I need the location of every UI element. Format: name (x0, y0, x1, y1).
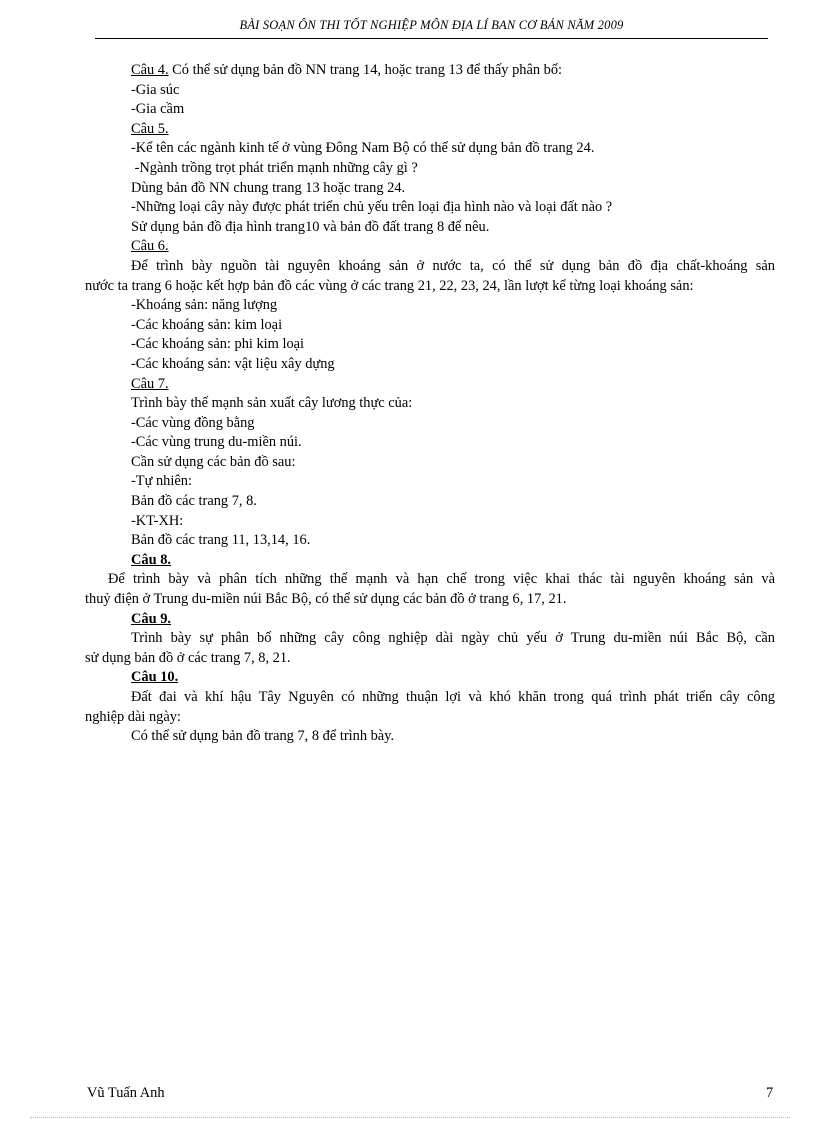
list-item: -Các khoáng sản: phi kim loại (131, 336, 305, 353)
question-7-heading: Câu 7. (131, 375, 169, 392)
question-4-heading: Câu 4. (131, 62, 169, 78)
footer-author: Vũ Tuấn Anh (87, 1085, 165, 1101)
question-10-paragraph-line: Đất đai và khí hậu Tây Nguyên có những thuận lợi và khó khăn trong quá trình phát triển cây công (131, 689, 775, 705)
question-9-heading: Câu 9. (131, 610, 171, 627)
footer-divider (30, 1117, 790, 1118)
list-item: -Các khoáng sản: kim loại (131, 316, 283, 333)
question-9-paragraph-line: sử dụng bản đồ ở các trang 7, 8, 21. (85, 649, 291, 666)
question-6-paragraph-line: nước ta trang 6 hoặc kết hợp bản đồ các vùng ở các trang 21, 22, 23, 24, lần lượt kể từng loại khoáng sản: (85, 277, 694, 294)
question-9-paragraph-line: Trình bày sự phân bố những cây công nghiệp dài ngày chủ yếu ở Trung du-miền núi Bắc Bộ, cần (131, 630, 775, 647)
question-7-line: -Các vùng trung du-miền núi. (131, 434, 302, 451)
document-body (85, 61, 775, 747)
question-5-line: Dùng bản đồ NN chung trang 13 hoặc trang 24. (131, 179, 406, 196)
question-6-heading: Câu 6. (131, 238, 169, 255)
question-7-line: Bản đồ các trang 11, 13,14, 16. (131, 532, 311, 549)
question-5-line: -Những loại cây này được phát triển chủ yếu trên loại địa hình nào và loại đất nào ? (131, 199, 613, 216)
list-item: -Khoáng sản: năng lượng (131, 297, 278, 314)
question-5-heading: Câu 5. (131, 120, 169, 137)
question-6-paragraph-line: Để trình bày nguồn tài nguyên khoáng sản ở nước ta, có thể sử dụng bản đồ địa chất-khoáng sản (131, 257, 775, 274)
question-7-line: -Các vùng đồng bằng (131, 414, 255, 431)
list-item: -Gia cầm (131, 101, 185, 118)
question-7-line: -KT-XH: (131, 512, 184, 529)
page-number: 7 (766, 1085, 774, 1101)
list-item: -Gia súc (131, 81, 180, 98)
question-8-heading: Câu 8. (131, 551, 171, 568)
list-item: -Các khoáng sản: vật liệu xây dựng (131, 355, 335, 372)
question-7-line: Trình bày thế mạnh sản xuất cây lương thực của: (131, 395, 413, 412)
question-8-paragraph-line: thuỷ điện ở Trung du-miền núi Bắc Bộ, có thể sử dụng các bản đồ ở trang 6, 17, 21. (85, 591, 567, 608)
question-7-line: Cần sử dụng các bản đồ sau: (131, 453, 296, 470)
question-5-line: Sử dụng bản đồ địa hình trang10 và bản đồ đất trang 8 để nêu. (131, 218, 490, 235)
question-7-line: Bản đồ các trang 7, 8. (131, 493, 257, 510)
question-10-closing: Có thể sử dụng bản đồ trang 7, 8 để trình bày. (131, 728, 395, 745)
running-header: BÀI SOẠN ÔN THI TỐT NGHIỆP MÔN ĐỊA LÍ BAN CƠ BẢN NĂM 2009 (239, 18, 624, 32)
question-10-heading: Câu 10. (131, 669, 179, 686)
question-10-paragraph-line: nghiệp dài ngày: (85, 708, 181, 725)
header-rule (95, 38, 768, 39)
question-5-line: -Kể tên các ngành kinh tế ở vùng Đông Nam Bộ có thể sử dụng bản đồ trang 24. (131, 140, 595, 157)
question-4-text: Có thể sử dụng bản đồ NN trang 14, hoặc trang 13 để thấy phân bố: (168, 62, 563, 78)
question-5-line: -Ngành trồng trọt phát triển mạnh những cây gì ? (131, 159, 418, 176)
question-4-intro (85, 61, 775, 81)
question-8-paragraph-line: Để trình bày và phân tích những thế mạnh và hạn chế trong việc khai thác tài nguyên khoáng sản và (108, 571, 775, 588)
question-7-line: -Tự nhiên: (131, 473, 192, 490)
